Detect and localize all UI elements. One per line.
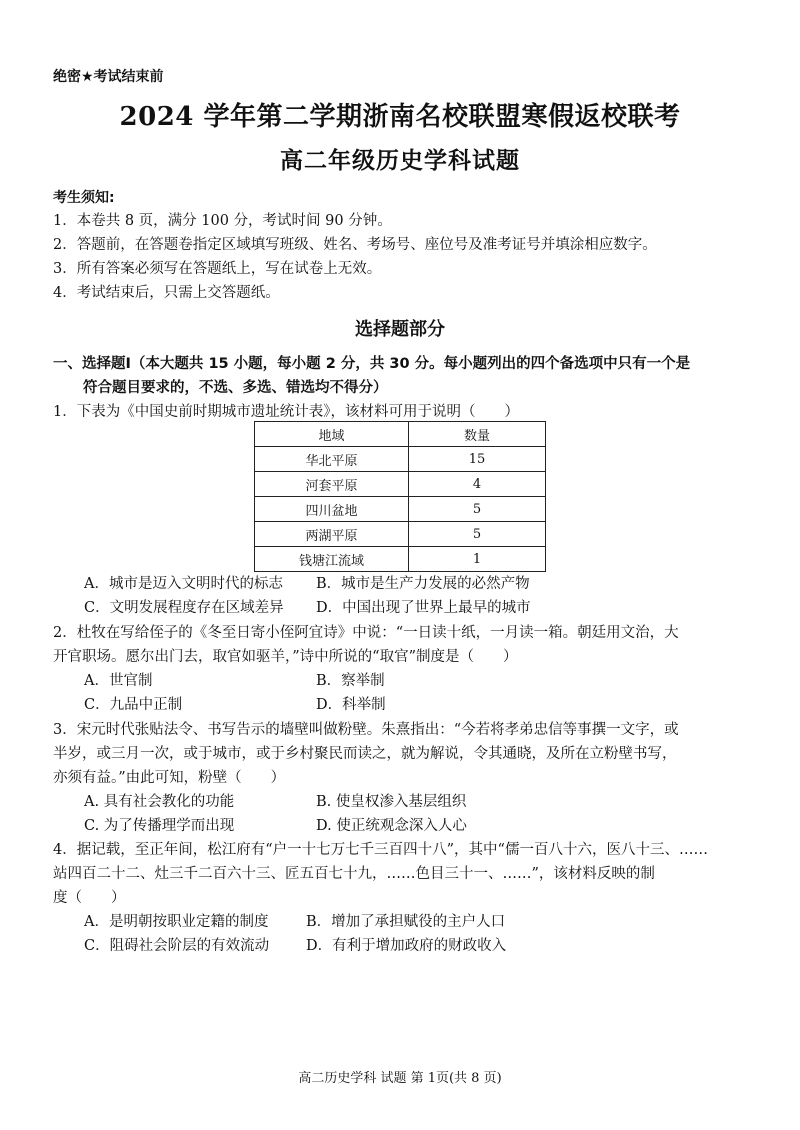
table-header-row — [255, 422, 546, 447]
question-1-option-b: B．城市是生产力发展的必然产物 — [316, 576, 530, 592]
table-cell-region: 河套平原 — [255, 472, 409, 497]
section-title: 选择题部分 — [355, 319, 445, 340]
notice-item: 2．答题前，在答题卷指定区域填写班级、姓名、考场号、座位号及准考证号并填涂相应数字。 — [53, 237, 657, 253]
question-2-option-a: A．世官制 — [84, 673, 153, 689]
question-4-stem: 4．据记载，至正年间，松江府有“户一十七万七千三百四十八”，其中“儒一百八十六，医八十三、…… — [53, 842, 708, 858]
section-instruction: 符合题目要求的，不选、多选、错选均不得分） — [83, 380, 388, 396]
table-row — [255, 472, 546, 497]
question-1-stem: 1．下表为《中国史前时期城市遗址统计表》，该材料可用于说明（ ） — [53, 404, 519, 420]
question-4-stem: 度（ ） — [53, 890, 126, 906]
table-cell-count: 1 — [409, 547, 546, 572]
table-cell-count: 5 — [409, 522, 546, 547]
table-cell-count: 5 — [409, 497, 546, 522]
table-row — [255, 547, 546, 572]
question-3-stem: 3．宋元时代张贴法令、书写告示的墙壁叫做粉壁。朱熹指出：“今若将孝弟忠信等事撰一文字，或 — [53, 722, 679, 738]
notice-item: 3．所有答案必须写在答题纸上，写在试卷上无效。 — [53, 261, 382, 277]
notice-item: 4．考试结束后，只需上交答题纸。 — [53, 285, 280, 301]
question-4-option-a: A．是明朝按职业定籍的制度 — [84, 914, 269, 930]
city-sites-table — [254, 421, 546, 572]
question-4-stem: 站四百二十二、灶三千二百六十三、匠五百七十九，……色目三十一、……”，该材料反映的制 — [53, 866, 655, 882]
question-3-stem: 亦须有益。”由此可知，粉壁（ ） — [53, 770, 286, 786]
exam-title: 2024 学年第二学期浙南名校联盟寒假返校联考 — [119, 102, 681, 132]
question-2-stem: 2．杜牧在写给侄子的《冬至日寄小侄阿宜诗》中说：“一日读十纸，一月读一箱。朝廷用文治，大 — [53, 625, 679, 641]
question-1-option-a: A．城市是迈入文明时代的标志 — [84, 576, 283, 592]
question-3-option-c: C. 为了传播理学而出现 — [84, 818, 235, 834]
question-2-stem: 开官职场。愿尔出门去，取官如驱羊，”诗中所说的“取官”制度是（ ） — [53, 649, 518, 665]
table-row — [255, 522, 546, 547]
table-row — [255, 447, 546, 472]
table-header: 地域 — [255, 422, 409, 447]
notice-item: 1．本卷共 8 页，满分 100 分，考试时间 90 分钟。 — [53, 213, 392, 229]
table-row — [255, 497, 546, 522]
question-2-option-d: D．科举制 — [316, 697, 386, 713]
table-header: 数量 — [409, 422, 546, 447]
page-footer: 高二历史学科 试题 第 1页(共 8 页) — [298, 1071, 502, 1086]
question-2-option-c: C．九品中正制 — [84, 697, 183, 713]
confidential-label: 绝密★考试结束前 — [53, 69, 164, 85]
question-1-option-c: C．文明发展程度存在区域差异 — [84, 600, 284, 616]
table-cell-region: 华北平原 — [255, 447, 409, 472]
question-3-stem: 半岁，或三月一次，或于城市，或于乡村聚民而读之，就为解说，令其通晓，及所在立粉壁书写， — [53, 746, 677, 762]
table-cell-count: 15 — [409, 447, 546, 472]
question-4-option-d: D．有利于增加政府的财政收入 — [306, 938, 507, 954]
question-3-option-b: B. 使皇权渗入基层组织 — [316, 794, 467, 810]
exam-subtitle: 高二年级历史学科试题 — [280, 147, 520, 174]
section-instruction: 一、选择题Ⅰ（本大题共 15 小题，每小题 2 分，共 30 分。每小题列出的四个备选项中只有一个是 — [53, 356, 691, 372]
question-4-option-b: B．增加了承担赋役的主户人口 — [306, 914, 506, 930]
table-cell-region: 四川盆地 — [255, 497, 409, 522]
question-3-option-a: A. 具有社会教化的功能 — [84, 794, 235, 810]
question-2-option-b: B．察举制 — [316, 673, 385, 689]
table-cell-region: 钱塘江流域 — [255, 547, 409, 572]
question-3-option-d: D. 使正统观念深入人心 — [316, 818, 467, 834]
notice-heading: 考生须知: — [53, 190, 115, 206]
table-cell-count: 4 — [409, 472, 546, 497]
table-cell-region: 两湖平原 — [255, 522, 409, 547]
question-1-option-d: D．中国出现了世界上最早的城市 — [316, 600, 531, 616]
question-4-option-c: C．阻碍社会阶层的有效流动 — [84, 938, 270, 954]
